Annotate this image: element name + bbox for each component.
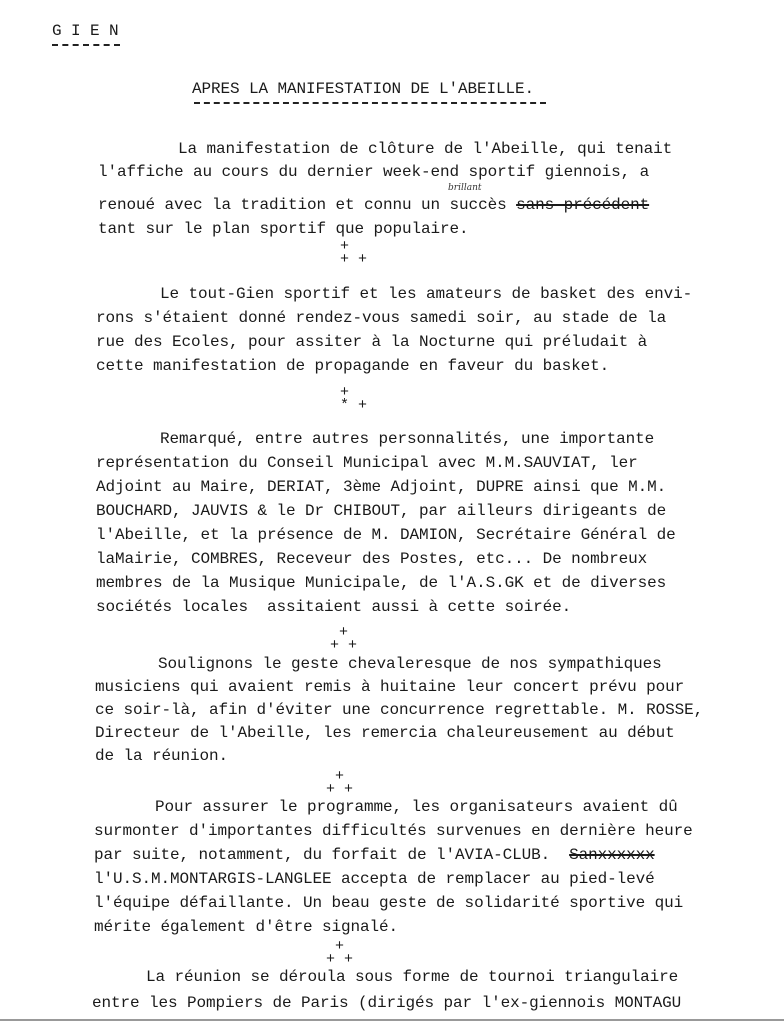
title-underline	[194, 102, 546, 104]
line-text: renoué avec la tradition et connu un succès	[98, 196, 517, 214]
line-text: sociétés locales assitaient aussi à cette soirée.	[96, 598, 572, 616]
line-text: l'affiche au cours du dernier week-end sportif giennois, a	[98, 163, 650, 181]
paragraph-3-line	[96, 526, 676, 544]
paragraph-3-line	[160, 430, 654, 448]
header-underline	[52, 44, 120, 46]
line-text: ce soir-là, afin d'éviter une concurrence regrettable. M. ROSSE,	[95, 701, 704, 719]
line-text: surmonter d'importantes difficultés survenues en dernière heure	[94, 822, 693, 840]
page-title: APRES LA MANIFESTATION DE L'ABEILLE.	[192, 80, 535, 98]
paragraph-5-line	[94, 822, 693, 840]
line-text: Soulignons le geste chevaleresque de nos sympathiques	[158, 655, 662, 673]
page-edge	[0, 1019, 784, 1021]
line-text: l'U.S.M.MONTARGIS-LANGLEE accepta de remplacer au pied-levé	[94, 870, 655, 888]
line-text: rue des Ecoles, pour assiter à la Nocturne qui préludait à	[96, 333, 648, 351]
line-text: l'Abeille, et la présence de M. DAMION, Secrétaire Général de	[96, 526, 676, 544]
line-text: l'équipe défaillante. Un beau geste de solidarité sportive qui	[94, 894, 684, 912]
line-text: mérite également d'être signalé.	[94, 918, 399, 936]
line-text: Adjoint au Maire, DERIAT, 3ème Adjoint, DUPRE ainsi que M.M.	[96, 478, 667, 496]
line-text: laMairie, COMBRES, Receveur des Postes, etc... De nombreux	[96, 550, 648, 568]
line-text: de la réunion.	[95, 747, 229, 765]
paragraph-1-line	[98, 163, 649, 181]
struck-text: Sanxxxxxx	[569, 846, 655, 864]
paragraph-1-line	[98, 220, 469, 238]
paragraph-1-line	[98, 196, 649, 214]
paragraph-2-line	[96, 357, 609, 375]
line-text: La réunion se déroula sous forme de tournoi triangulaire	[146, 968, 679, 986]
line-text: membres de la Musique Municipale, de l'A.S.GK et de diverses	[96, 574, 667, 592]
paragraph-2-line	[160, 285, 692, 303]
paragraph-6-line	[146, 968, 678, 986]
paragraph-5-line	[94, 918, 398, 936]
paragraph-3-line	[96, 574, 666, 592]
line-text: musiciens qui avaient remis à huitaine leur concert prévu pour	[95, 678, 685, 696]
paragraph-2-line	[96, 333, 647, 351]
line-text: Remarqué, entre autres personnalités, une importante	[160, 430, 655, 448]
paragraph-3-line	[96, 598, 571, 616]
paragraph-4-line	[95, 701, 703, 719]
paragraph-6-line	[92, 994, 681, 1012]
struck-text: sans précédent	[516, 196, 650, 214]
paragraph-3-line	[96, 502, 666, 520]
paragraph-3-line	[96, 550, 647, 568]
section-separator: + + +	[330, 624, 358, 654]
line-text: Directeur de l'Abeille, les remercia chaleureusement au début	[95, 724, 675, 742]
section-separator: + + +	[326, 938, 354, 968]
paragraph-3-line	[96, 478, 666, 496]
section-separator: + + +	[326, 768, 354, 798]
line-text: La manifestation de clôture de l'Abeille, qui tenait	[178, 140, 673, 158]
line-text: rons s'étaient donné rendez-vous samedi soir, au stade de la	[96, 309, 667, 327]
header-place: G I E N	[52, 22, 119, 40]
line-text: entre les Pompiers de Paris (dirigés par l'ex-giennois MONTAGU	[92, 994, 682, 1012]
paragraph-4-line	[95, 678, 684, 696]
paragraph-3-line	[96, 454, 638, 472]
paragraph-5-line	[155, 798, 678, 816]
paragraph-4-line	[95, 747, 228, 765]
handwritten-insertion: brillant	[448, 183, 482, 193]
line-text: Le tout-Gien sportif et les amateurs de basket des envi-	[160, 285, 693, 303]
line-text: tant sur le plan sportif que populaire.	[98, 220, 469, 238]
paragraph-4-line	[95, 724, 675, 742]
section-separator: + * +	[340, 384, 368, 414]
paragraph-5-line	[94, 870, 655, 888]
section-separator: + + +	[340, 238, 368, 268]
paragraph-1-line	[178, 140, 672, 158]
paragraph-2-line	[96, 309, 666, 327]
paragraph-5-line	[94, 846, 655, 864]
paragraph-4-line	[158, 655, 662, 673]
line-text: cette manifestation de propagande en faveur du basket.	[96, 357, 610, 375]
line-text: représentation du Conseil Municipal avec M.M.SAUVIAT, ler	[96, 454, 638, 472]
line-text: par suite, notamment, du forfait de l'AVIA-CLUB.	[94, 846, 570, 864]
line-text: Pour assurer le programme, les organisateurs avaient dû	[155, 798, 678, 816]
paragraph-5-line	[94, 894, 683, 912]
line-text: BOUCHARD, JAUVIS & le Dr CHIBOUT, par ailleurs dirigeants de	[96, 502, 667, 520]
